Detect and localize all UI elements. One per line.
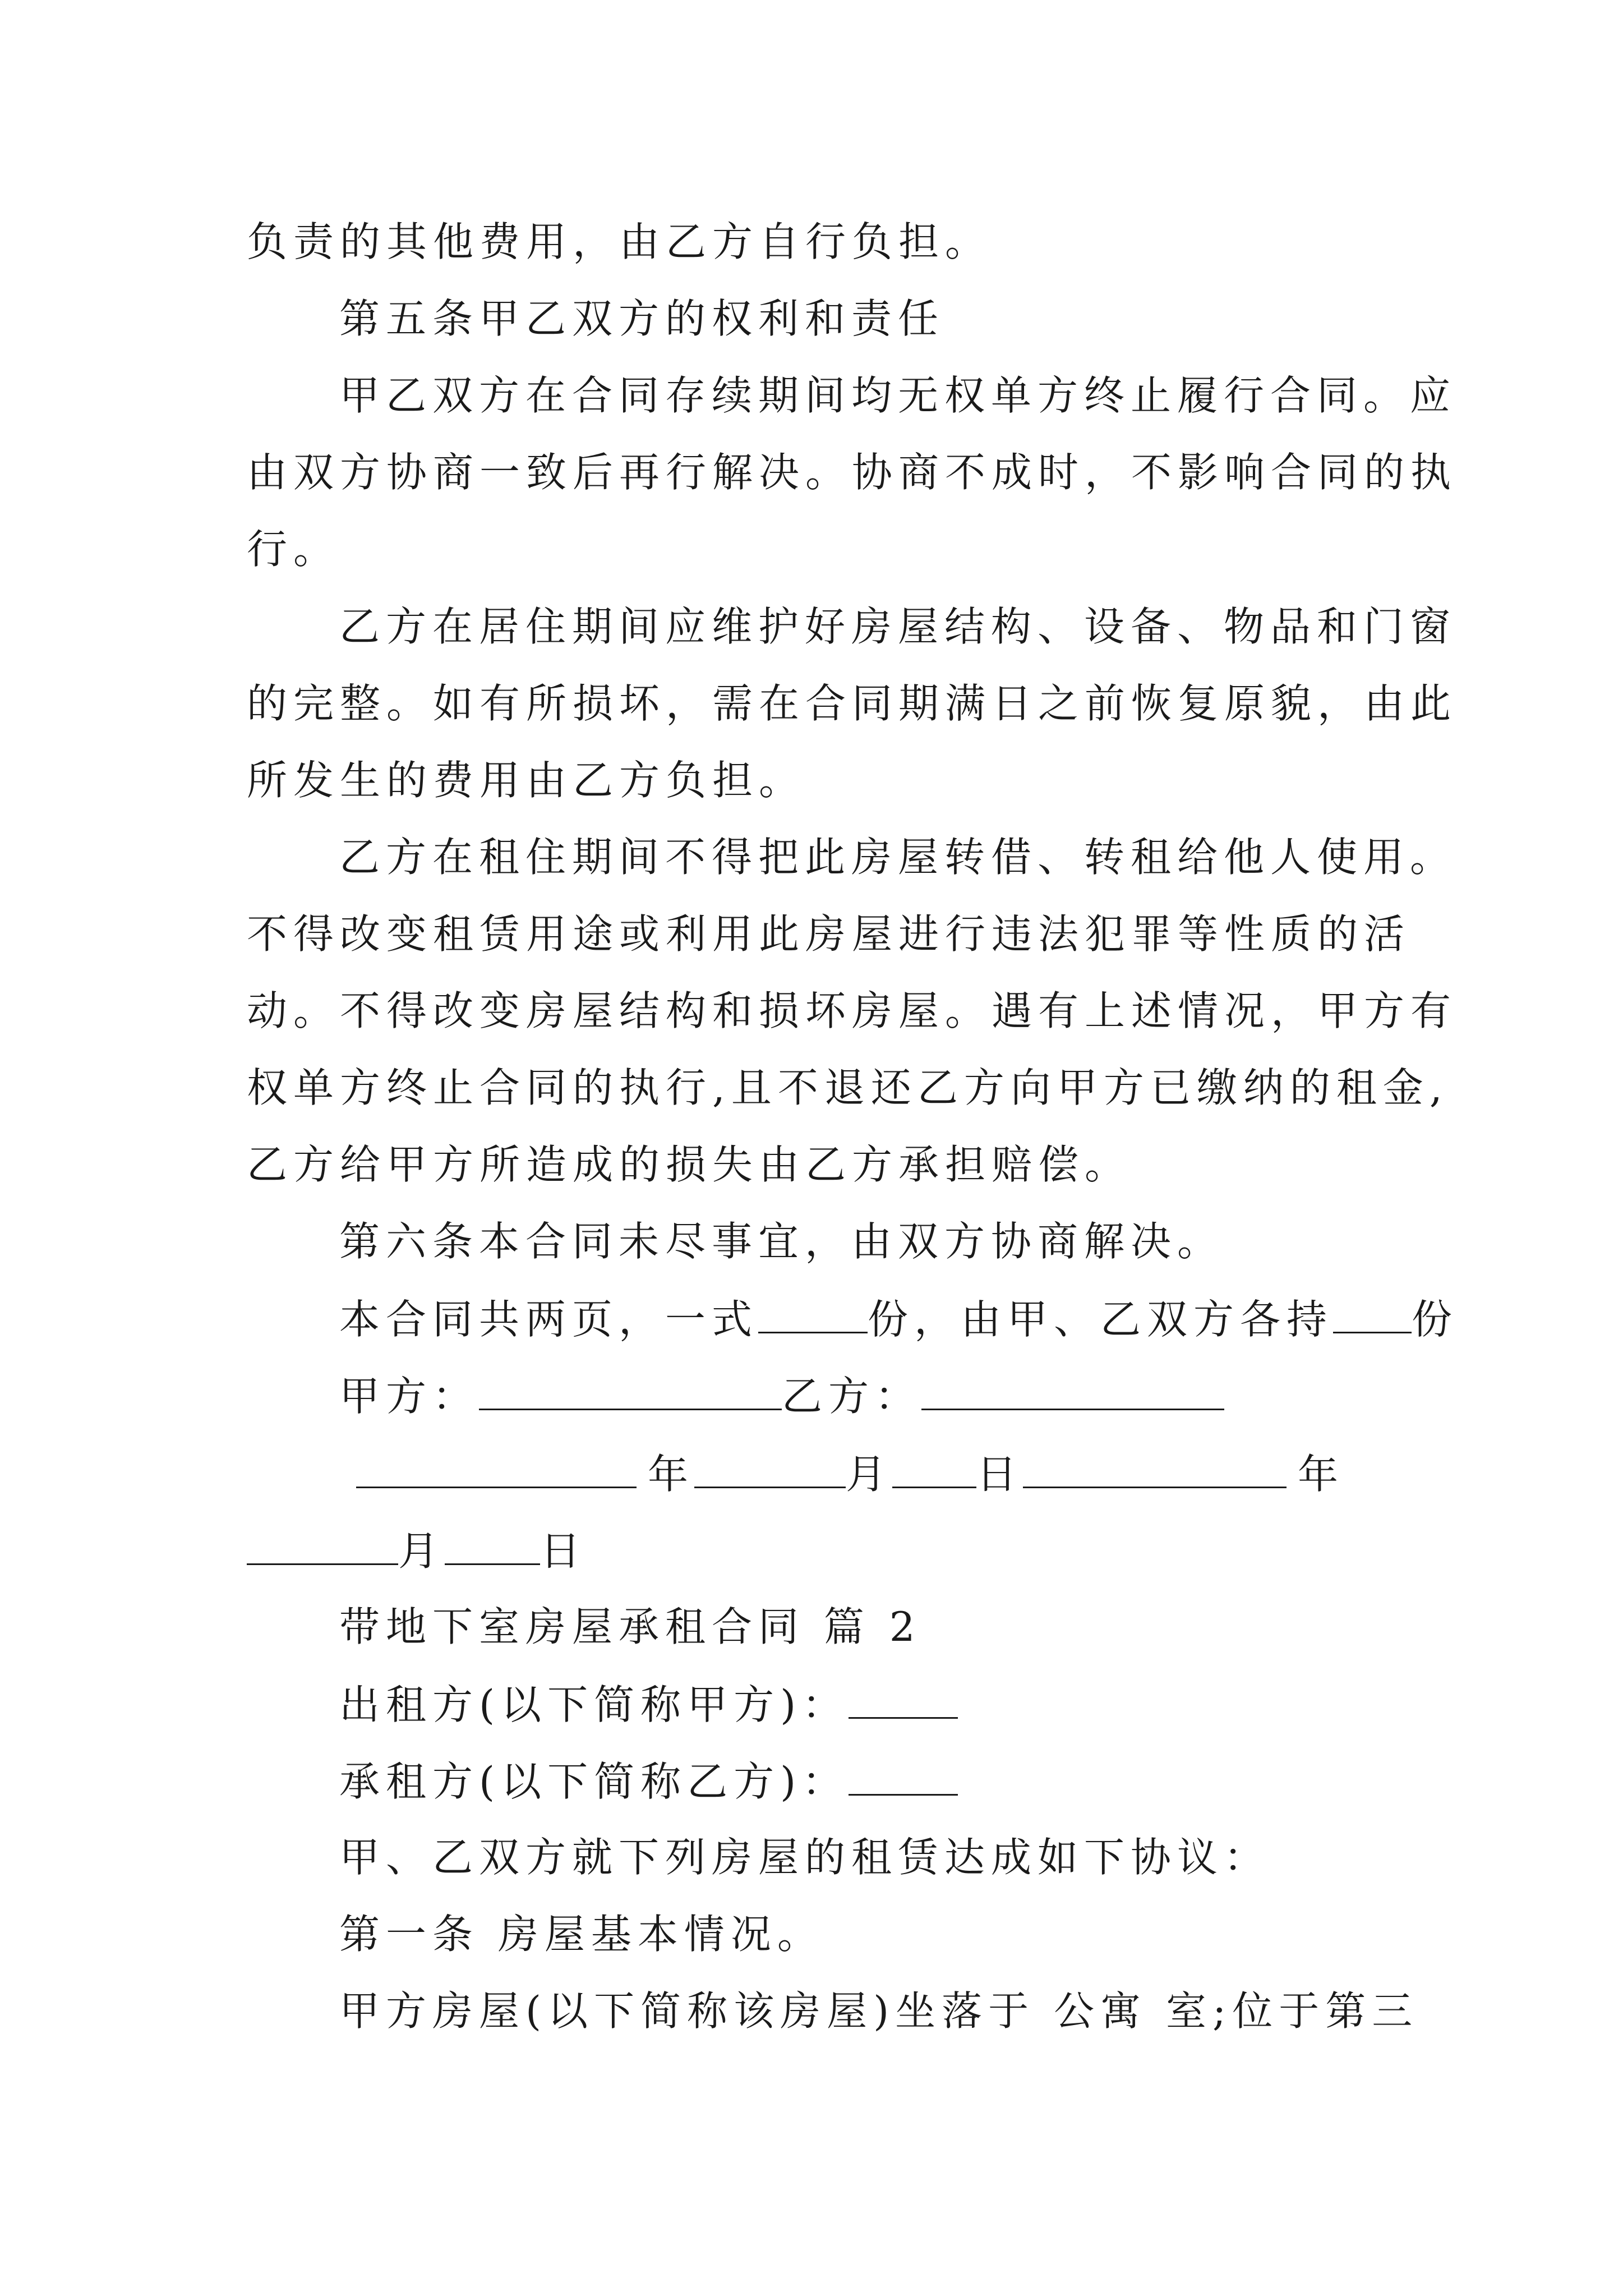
copies-each-blank[interactable] [1333, 1298, 1412, 1333]
copies-text: 份 [1412, 1296, 1459, 1343]
paragraph-line: 负责的其他费用，由乙方自行负担。 [247, 218, 992, 265]
year-blank[interactable] [356, 1453, 637, 1488]
paragraph-line: 甲乙双方在合同存续期间均无权单方终止履行合同。应 [339, 372, 1457, 419]
party-a-label: 甲方： [339, 1373, 479, 1420]
lessee-line [339, 1758, 1623, 1805]
day-blank[interactable] [892, 1453, 976, 1488]
lessee-blank[interactable] [849, 1760, 958, 1796]
copies-line [339, 1296, 1623, 1343]
lessor-blank[interactable] [849, 1683, 958, 1719]
paragraph-line: 权单方终止合同的执行,且不退还乙方向甲方已缴纳的租金, [247, 1064, 1449, 1111]
paragraph-line: 甲、乙双方就下列房屋的租赁达成如下协议： [339, 1834, 1271, 1881]
month-label: 月 [846, 1451, 893, 1498]
year-label: 年 [1298, 1451, 1345, 1498]
party-b-blank[interactable] [921, 1375, 1224, 1410]
year-blank[interactable] [1023, 1453, 1287, 1488]
section-title-part-2: 带地下室房屋承租合同 篇 2 [339, 1603, 921, 1650]
copies-blank[interactable] [758, 1298, 868, 1333]
day-label: 日 [976, 1451, 1023, 1498]
party-b-label: 乙方： [782, 1373, 922, 1420]
day-blank[interactable] [445, 1530, 540, 1565]
paragraph-line: 乙方给甲方所造成的损失由乙方承担赔偿。 [247, 1141, 1132, 1188]
paragraph-line: 不得改变租赁用途或利用此房屋进行违法犯罪等性质的活 [247, 910, 1411, 958]
section-heading-article-5: 第五条甲乙双方的权利和责任 [339, 295, 945, 342]
paragraph-line: 行。 [247, 526, 340, 573]
month-label: 月 [398, 1527, 445, 1575]
paragraph-line: 动。不得改变房屋结构和损坏房屋。遇有上述情况，甲方有 [247, 987, 1458, 1034]
paragraph-line: 甲方房屋(以下简称该房屋)坐落于 公寓 室;位于第三 [339, 1987, 1419, 2035]
month-blank[interactable] [694, 1453, 846, 1488]
section-heading-article-1: 第一条 房屋基本情况。 [339, 1911, 824, 1958]
section-heading-article-6: 第六条本合同未尽事宜，由双方协商解决。 [339, 1218, 1224, 1265]
date-line [247, 1527, 1623, 1575]
party-a-blank[interactable] [479, 1375, 782, 1410]
date-line [356, 1451, 1623, 1498]
day-label: 日 [540, 1527, 587, 1575]
copies-text: 份，由甲、乙双方各持 [868, 1296, 1334, 1343]
parties-signature-line [339, 1373, 1623, 1420]
month-blank[interactable] [247, 1530, 398, 1565]
paragraph-line: 乙方在居住期间应维护好房屋结构、设备、物品和门窗 [339, 603, 1457, 650]
lessor-line [339, 1681, 1623, 1728]
paragraph-line: 由双方协商一致后再行解决。协商不成时，不影响合同的执 [247, 449, 1458, 496]
lessor-label: 出租方(以下简称甲方)： [339, 1681, 849, 1728]
lessee-label: 承租方(以下简称乙方)： [339, 1758, 849, 1805]
paragraph-line: 乙方在租住期间不得把此房屋转借、转租给他人使用。 [339, 834, 1457, 881]
year-label: 年 [648, 1451, 695, 1498]
paragraph-line: 的完整。如有所损坏，需在合同期满日之前恢复原貌，由此 [247, 680, 1458, 727]
paragraph-line: 所发生的费用由乙方负担。 [247, 757, 806, 804]
copies-text: 本合同共两页，一式 [339, 1296, 759, 1343]
